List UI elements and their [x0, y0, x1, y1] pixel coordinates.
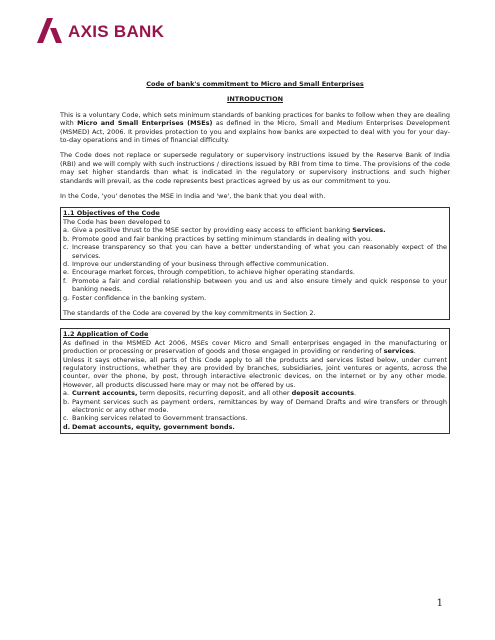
application-paragraph-2: Unless it says otherwise, all parts of this Code apply to all the products and services listed below, under current regulatory instructions, whether they are provided by branches, subsidiaries, joint ventures or agents, across the counter, over the phone, by post, through interactive electronic devices, on the internet or by any other mode. However, all products discussed here may or may not be offered by us.	[63, 355, 447, 389]
document-body	[60, 80, 450, 442]
list-item: c. Banking services related to Government transactions.	[63, 414, 248, 423]
intro-paragraph-2: The Code does not replace or supersede regulatory or supervisory instructions issued by the Reserve Bank of India (RBI) and we will comply with such instructions / directions issued by RBI from time to time. The provisions of the code may set higher standards than what is indicated in the regulatory or supervisory instructions and such higher standards will prevail, as the code represents best practices agreed by us as our commitment to you.	[60, 151, 450, 185]
application-paragraph-1: As defined in the MSMED Act 2006, MSEs cover Micro and Small enterprises engaged in the manufacturing or production or processing or preservation of goods and those engaged in providing or rendering of services.	[63, 338, 447, 356]
list-item: b. Payment services such as payment orders, remittances by way of Demand Drafts and wire transfers or through electronic or any other mode.	[63, 397, 447, 414]
list-item: b. Promote good and fair banking practices by setting minimum standards in dealing with you.	[63, 234, 373, 243]
list-item: e. Encourage market forces, through competition, to achieve higher operating standards.	[63, 268, 355, 277]
document-title: Code of bank's commitment to Micro and Small Enterprises	[146, 80, 364, 88]
introduction-heading: INTRODUCTION	[226, 95, 284, 104]
list-item: c. Increase transparency so that you can have a better understanding of what you can reasonably expect of the services.	[63, 243, 447, 260]
list-item: a. Give a positive thrust to the MSE sector by providing easy access to efficient banking Services.	[63, 226, 386, 235]
axis-bank-logo	[34, 12, 164, 48]
objectives-box	[60, 207, 450, 320]
page-number: 1	[436, 598, 443, 609]
application-box	[60, 328, 450, 434]
list-item: a. Current accounts, term deposits, recurring deposit, and all other deposit accounts.	[63, 389, 357, 398]
list-item: d. Improve our understanding of your business through effective communication.	[63, 259, 329, 268]
objectives-closing: The standards of the Code are covered by the key commitments in Section 2.	[63, 308, 316, 317]
intro-paragraph-3: In the Code, 'you' denotes the MSE in India and 'we', the bank that you deal with.	[60, 192, 326, 201]
list-item: f. Promote a fair and cordial relationship between you and us and also ensure timely and quick response to your banking needs.	[63, 276, 447, 294]
intro-paragraph-1: This is a voluntary Code, which sets minimum standards of banking practices for banks to follow when they are dealing with Micro and Small Enterprises (MSEs) as defined in the Micro, Small and Medium Enterprises Development (MSMED) Act, 2006. It provides protection to you and explains how banks are expected to deal with you for your day-to-day operations and in times of financial difficulty.	[60, 110, 450, 145]
list-item: g. Foster confidence in the banking system.	[63, 293, 207, 302]
objectives-list	[63, 226, 447, 302]
objectives-lead: The Code has been developed to	[63, 217, 171, 226]
list-item: d. Demat accounts, equity, government bonds.	[63, 422, 235, 431]
axis-bank-logo-icon	[34, 16, 64, 44]
application-list	[63, 389, 447, 431]
logo-text: AXIS BANK	[68, 21, 165, 41]
objectives-heading: 1.1 Objectives of the Code	[63, 209, 160, 218]
application-heading: 1.2 Application of Code	[63, 330, 149, 339]
